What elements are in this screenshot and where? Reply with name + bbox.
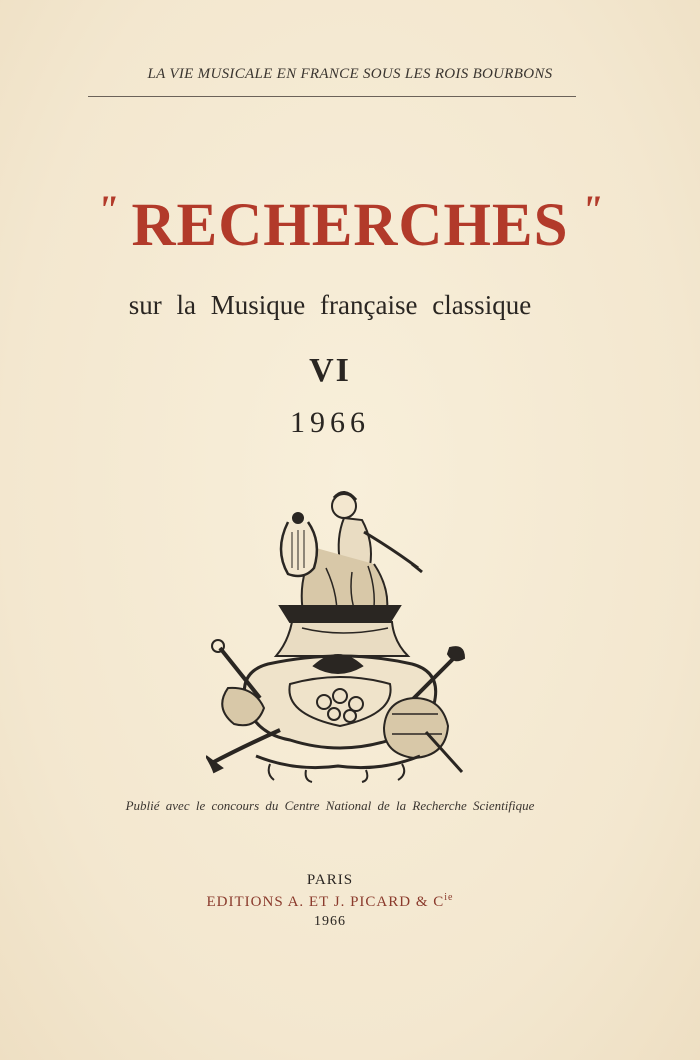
- imprint-publisher: [0, 892, 660, 911]
- publisher-name: EDITIONS A. ET J. PICARD &: [206, 894, 429, 910]
- series-title: LA VIE MUSICALE EN FRANCE SOUS LES ROIS BOURBONS: [147, 66, 553, 82]
- series-rule: [88, 96, 576, 97]
- apollo-vignette-icon: [206, 488, 470, 784]
- cnrs-credit: Publié avec le concours du Centre National de la Recherche Scientifique: [125, 798, 535, 813]
- volume-year: 1966: [290, 406, 370, 439]
- publisher-suffix: C: [433, 894, 445, 910]
- publisher-suffix-sup: ie: [444, 892, 454, 903]
- title-open-quote: ": [96, 187, 120, 232]
- imprint-city: PARIS: [306, 872, 354, 888]
- title-close-quote: ": [580, 187, 604, 232]
- title-text: RECHERCHES: [131, 192, 569, 259]
- imprint-year: 1966: [314, 914, 346, 929]
- subtitle: sur la Musique française classique: [128, 290, 532, 320]
- volume-number: VI: [309, 352, 351, 389]
- main-title: [0, 186, 700, 261]
